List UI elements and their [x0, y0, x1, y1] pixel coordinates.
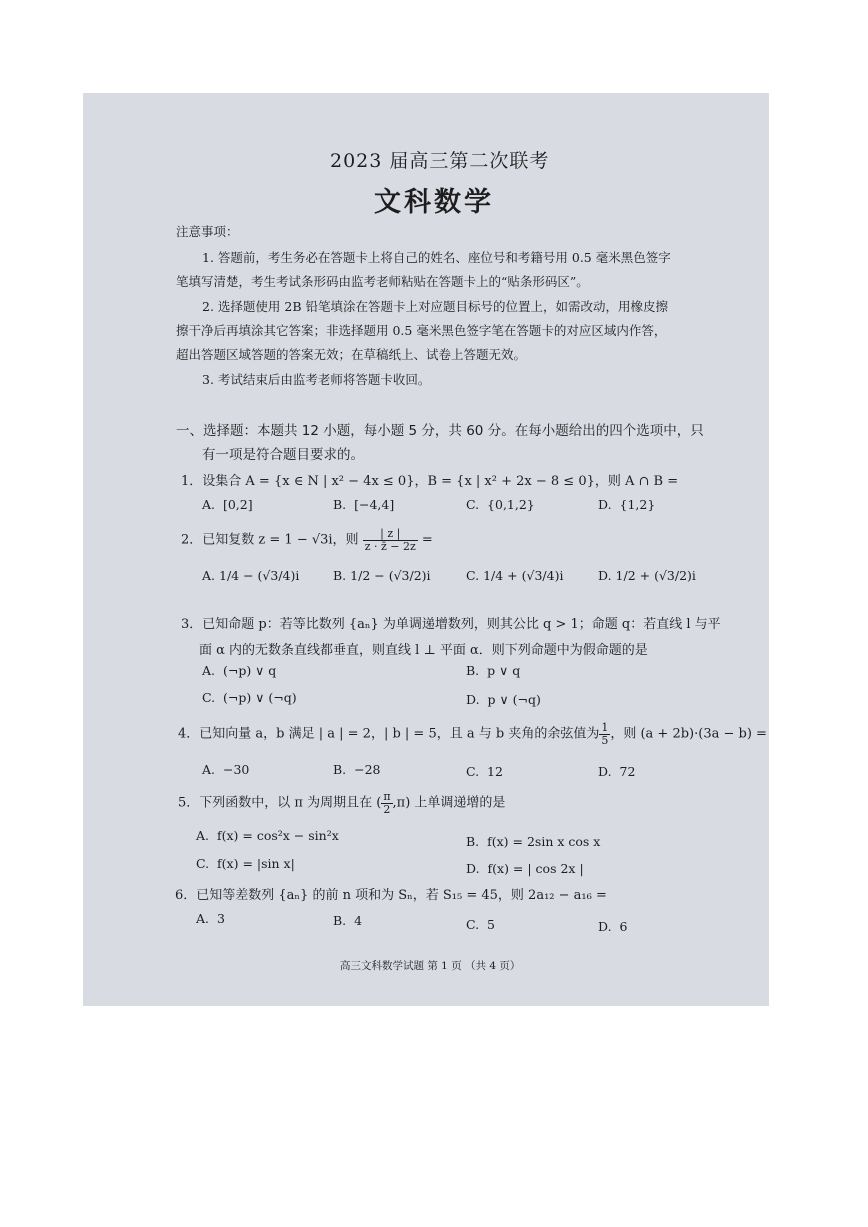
question-6-stem: 6．已知等差数列 {aₙ} 的前 n 项和为 Sₙ，若 S₁₅ = 45，则 2a₁₂ − a₁₆ = — [175, 888, 607, 903]
note-2-line-3: 超出答题区域答题的答案无效；在草稿纸上、试卷上答题无效。 — [176, 347, 527, 362]
question-5-stem: 5．下列函数中，以 π 为周期且在 ( $\frac{\pi}{2}$ ,π) 上单调递增的是 — [178, 790, 506, 816]
question-4-option-b[interactable]: B. −28 — [333, 762, 381, 777]
question-3-option-a[interactable]: A. (¬p) ∨ q — [202, 663, 277, 678]
section-heading-line-2: 有一项是符合题目要求的。 — [202, 447, 364, 463]
question-6-option-b[interactable]: B. 4 — [333, 913, 363, 928]
question-1-option-a[interactable]: A. [0,2] — [202, 497, 253, 512]
question-5-option-c[interactable]: C. f(x) = |sin x| — [196, 856, 295, 871]
question-4-option-a[interactable]: A. −30 — [202, 762, 250, 777]
question-3-stem-line-2: 面 α 内的无数条直线都垂直，则直线 l ⊥ 平面 α．则下列命题中为假命题的是 — [199, 643, 648, 658]
question-5-option-b[interactable]: B. f(x) = 2sin x cos x — [466, 834, 601, 849]
question-4-stem: 4．已知向量 a，b 满足 | a | = 2，| b | = 5，且 a 与 b 夹角的余弦值为 $\frac{1}{5}$ ，则 (a + 2b)·(3a − b) = — [178, 721, 767, 747]
question-6-option-d[interactable]: D. 6 — [598, 919, 628, 934]
note-2-line-2: 擦干净后再填涂其它答案；非选择题用 0.5 毫米黑色签字笔在答题卡的对应区域内作答， — [176, 323, 667, 338]
question-3-stem-line-1: 3．已知命题 p：若等比数列 {aₙ} 为单调递增数列，则其公比 q > 1；命题 q：若直线 l 与平 — [181, 617, 721, 632]
question-3-option-d[interactable]: D. p ∨ (¬q) — [466, 692, 541, 707]
notes-heading: 注意事项： — [176, 224, 239, 239]
note-2-line-1: 2. 选择题使用 2B 铅笔填涂在答题卡上对应题目标号的位置上，如需改动，用橡皮擦 — [202, 299, 668, 314]
exam-title: 2023 届高三第二次联考 — [330, 150, 550, 172]
page-footer: 高三文科数学试题 第 1 页 （共 4 页） — [340, 960, 521, 972]
question-2-option-c[interactable]: C. 1/4 + (√3/4)i — [466, 568, 564, 583]
question-1-stem: 1．设集合 A = {x ∈ N | x² − 4x ≤ 0}，B = {x | x² + 2x − 8 ≤ 0}，则 A ∩ B = — [181, 474, 679, 489]
question-1-option-c[interactable]: C. {0,1,2} — [466, 497, 535, 512]
note-3-line-1: 3. 考试结束后由监考老师将答题卡收回。 — [202, 372, 431, 387]
question-2-option-a[interactable]: A. 1/4 − (√3/4)i — [202, 568, 300, 583]
question-6-option-c[interactable]: C. 5 — [466, 917, 495, 932]
question-5-option-d[interactable]: D. f(x) = | cos 2x | — [466, 861, 584, 876]
question-4-option-c[interactable]: C. 12 — [466, 764, 503, 779]
question-2-stem: 2．已知复数 z = 1 − √3i，则 $\frac{| z |}{z \cdot z̄ - 2z}$ = — [181, 527, 433, 553]
question-3-option-c[interactable]: C. (¬p) ∨ (¬q) — [202, 690, 297, 705]
note-1-line-1: 1. 答题前，考生务必在答题卡上将自己的姓名、座位号和考籍号用 0.5 毫米黑色签字 — [202, 250, 671, 265]
question-4-fraction: $\frac{1}{5}$ — [601, 721, 609, 747]
question-2-option-b[interactable]: B. 1/2 − (√3/2)i — [333, 568, 431, 583]
question-1-option-d[interactable]: D. {1,2} — [598, 497, 656, 512]
question-3-option-b[interactable]: B. p ∨ q — [466, 663, 521, 678]
question-1-option-b[interactable]: B. [−4,4] — [333, 497, 395, 512]
note-1-line-2: 笔填写清楚，考生考试条形码由监考老师粘贴在答题卡上的“贴条形码区”。 — [176, 274, 589, 289]
question-2-fraction: $\frac{| z |}{z \cdot z̄ - 2z}$ — [364, 527, 416, 553]
question-4-option-d[interactable]: D. 72 — [598, 764, 636, 779]
section-heading-line-1: 一、选择题：本题共 12 小题，每小题 5 分，共 60 分。在每小题给出的四个选项中，只 — [176, 423, 704, 439]
question-6-option-a[interactable]: A. 3 — [196, 911, 225, 926]
question-5-fraction: $\frac{\pi}{2}$ — [383, 790, 391, 816]
question-5-option-a[interactable]: A. f(x) = cos²x − sin²x — [196, 828, 339, 843]
question-2-option-d[interactable]: D. 1/2 + (√3/2)i — [598, 568, 696, 583]
exam-subject: 文科数学 — [374, 187, 494, 218]
